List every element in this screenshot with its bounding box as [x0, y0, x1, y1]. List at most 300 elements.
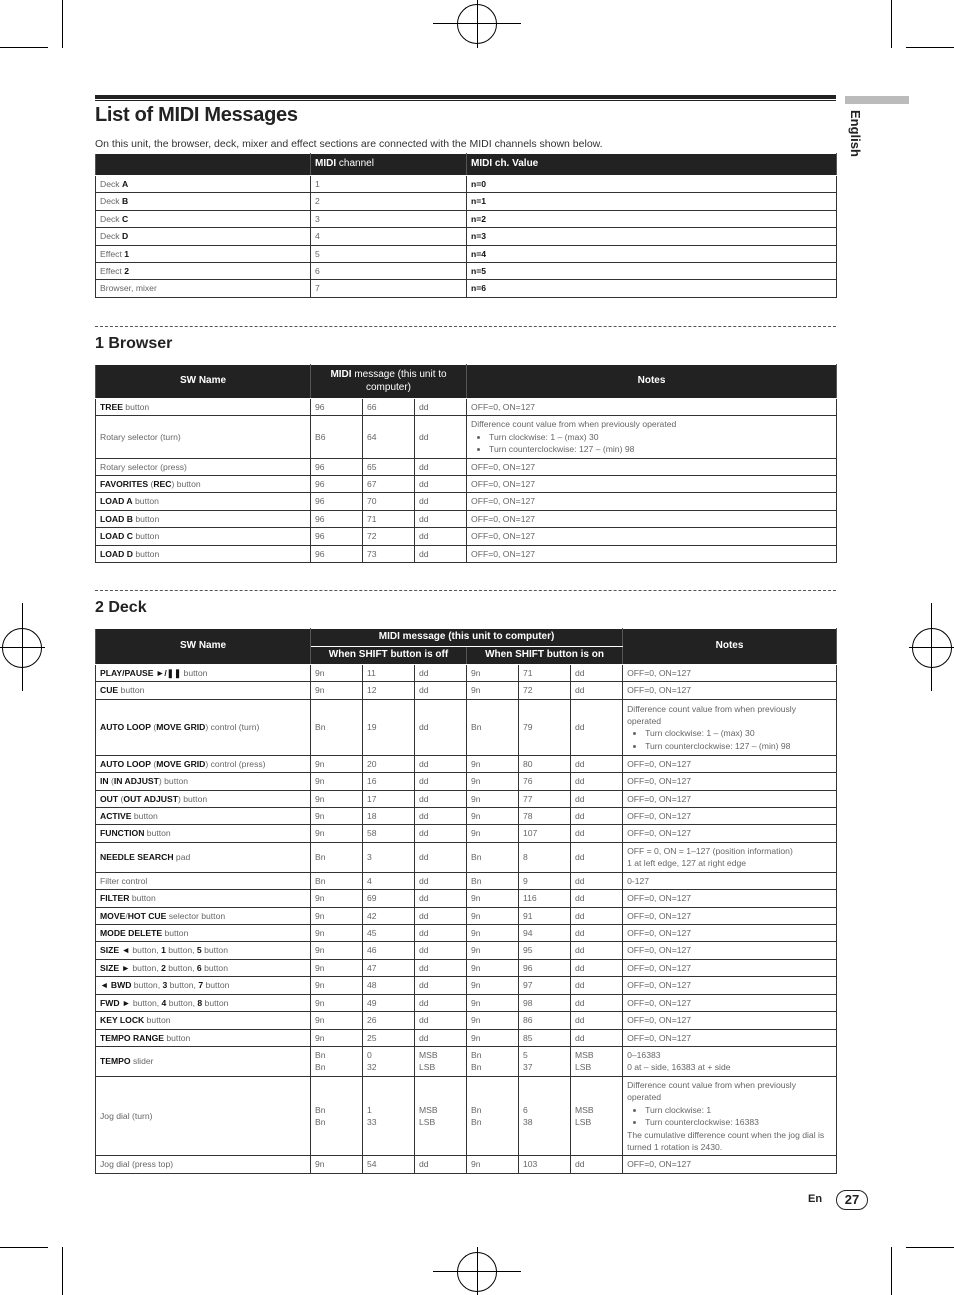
sw-name-cell: ACTIVE button	[96, 808, 311, 825]
channel-value: n=0	[467, 176, 837, 193]
deck-midi-table	[95, 628, 837, 1174]
data-off: 46	[363, 942, 415, 959]
sw-name-cell: ◄ BWD button, 3 button, 7 button	[96, 977, 311, 994]
channel-row	[96, 176, 837, 193]
data-off: 48	[363, 977, 415, 994]
status-on: Bn	[467, 699, 519, 755]
value-off: dd	[415, 959, 467, 976]
channel-name: Deck D	[96, 228, 311, 245]
data-on: 9	[519, 872, 571, 889]
table-row	[96, 959, 837, 976]
deck-header-shift-off: When SHIFT button is off	[311, 647, 467, 665]
sw-name-cell: AUTO LOOP (MOVE GRID) control (turn)	[96, 699, 311, 755]
data-on: 103	[519, 1156, 571, 1173]
channel-value: n=1	[467, 193, 837, 210]
status-on: 9n	[467, 959, 519, 976]
notes-cell: OFF=0, ON=127	[623, 890, 837, 907]
data-on: 95	[519, 942, 571, 959]
crop-mark	[477, 0, 478, 48]
value-off: dd	[415, 1156, 467, 1173]
sw-name-cell: Jog dial (turn)	[96, 1076, 311, 1155]
table-row	[96, 665, 837, 682]
status-off: 9n	[311, 977, 363, 994]
notes-cell: OFF=0, ON=127	[623, 1012, 837, 1029]
channel-row	[96, 193, 837, 210]
status-off: Bn	[311, 842, 363, 872]
notes-cell: OFF=0, ON=127	[467, 458, 837, 475]
language-tab-bar	[845, 96, 909, 104]
status-off: 9n	[311, 665, 363, 682]
notes-cell: OFF=0, ON=127	[623, 994, 837, 1011]
data-off: 19	[363, 699, 415, 755]
table-row	[96, 399, 837, 416]
notes-cell: OFF=0, ON=127	[623, 755, 837, 772]
channel-row	[96, 262, 837, 279]
table-row	[96, 890, 837, 907]
notes-cell: OFF=0, ON=127	[623, 925, 837, 942]
notes-cell: Difference count value from when previously operated • Turn clockwise: 1 – (max) 30 • Turn counterclockwise: 127 – (min) 98	[623, 699, 837, 755]
status-byte: 96	[311, 493, 363, 510]
status-byte: 96	[311, 476, 363, 493]
channel-name: Browser, mixer	[96, 280, 311, 297]
value-off: dd	[415, 925, 467, 942]
value-on: MSB LSB	[571, 1046, 623, 1076]
table-row	[96, 1012, 837, 1029]
notes-cell: OFF=0, ON=127	[467, 399, 837, 416]
data-on: 86	[519, 1012, 571, 1029]
value-off: dd	[415, 977, 467, 994]
data-on: 85	[519, 1029, 571, 1046]
notes-cell: OFF = 0, ON = 1–127 (position information) 1 at left edge, 127 at right edge	[623, 842, 837, 872]
footer-language: En	[808, 1193, 823, 1205]
data-on: 96	[519, 959, 571, 976]
registration-mark	[912, 628, 952, 668]
channel-name: Deck B	[96, 193, 311, 210]
notes-bullet: • Turn counterclockwise: 16383	[645, 1116, 832, 1128]
value-on: dd	[571, 959, 623, 976]
value-off: dd	[415, 1012, 467, 1029]
data-byte: 73	[363, 545, 415, 562]
status-on: 9n	[467, 682, 519, 699]
notes-bullet: • Turn counterclockwise: 127 – (min) 98	[489, 443, 832, 455]
deck-header-sw: SW Name	[96, 629, 311, 665]
table-row	[96, 416, 837, 458]
status-on: 9n	[467, 790, 519, 807]
crop-mark	[477, 1247, 478, 1295]
table-row	[96, 942, 837, 959]
data-off: 58	[363, 825, 415, 842]
status-off: 9n	[311, 773, 363, 790]
table-row	[96, 458, 837, 475]
table-row	[96, 872, 837, 889]
data-byte: 71	[363, 510, 415, 527]
status-off: 9n	[311, 755, 363, 772]
value-on: dd	[571, 890, 623, 907]
crop-mark	[906, 1247, 954, 1248]
table-row	[96, 842, 837, 872]
data-on: 79	[519, 699, 571, 755]
data-on: 6 38	[519, 1076, 571, 1155]
crop-mark	[62, 0, 63, 48]
data-off: 12	[363, 682, 415, 699]
table-row	[96, 925, 837, 942]
value-on: dd	[571, 994, 623, 1011]
status-off: 9n	[311, 825, 363, 842]
status-off: 9n	[311, 994, 363, 1011]
table-row	[96, 510, 837, 527]
value-on: dd	[571, 790, 623, 807]
channel-number: 2	[311, 193, 467, 210]
data-off: 20	[363, 755, 415, 772]
data-off: 45	[363, 925, 415, 942]
notes-bullet: • Turn counterclockwise: 127 – (min) 98	[645, 740, 832, 752]
data-off: 4	[363, 872, 415, 889]
value-on: dd	[571, 842, 623, 872]
notes-cell: OFF=0, ON=127	[467, 545, 837, 562]
status-off: 9n	[311, 1156, 363, 1173]
value-on: dd	[571, 977, 623, 994]
data-off: 11	[363, 665, 415, 682]
value-off: dd	[415, 872, 467, 889]
sw-name-cell: Filter control	[96, 872, 311, 889]
data-on: 80	[519, 755, 571, 772]
status-off: 9n	[311, 959, 363, 976]
value-byte: dd	[415, 493, 467, 510]
value-off: dd	[415, 682, 467, 699]
channel-number: 4	[311, 228, 467, 245]
status-on: 9n	[467, 907, 519, 924]
sw-name-cell: CUE button	[96, 682, 311, 699]
data-off: 3	[363, 842, 415, 872]
value-off: dd	[415, 825, 467, 842]
sw-name-cell: TREE button	[96, 399, 311, 416]
sw-name-cell: MODE DELETE button	[96, 925, 311, 942]
status-on: Bn	[467, 842, 519, 872]
status-off: 9n	[311, 942, 363, 959]
browser-header-sw: SW Name	[96, 365, 311, 399]
sw-name-cell: TEMPO RANGE button	[96, 1029, 311, 1046]
notes-cell: 0-127	[623, 872, 837, 889]
status-on: 9n	[467, 1156, 519, 1173]
value-on: dd	[571, 808, 623, 825]
value-off: dd	[415, 1029, 467, 1046]
status-on: 9n	[467, 808, 519, 825]
status-byte: 96	[311, 545, 363, 562]
sw-name-cell: Jog dial (press top)	[96, 1156, 311, 1173]
notes-cell: OFF=0, ON=127	[467, 476, 837, 493]
value-byte: dd	[415, 545, 467, 562]
data-off: 1 33	[363, 1076, 415, 1155]
data-on: 5 37	[519, 1046, 571, 1076]
value-on: dd	[571, 825, 623, 842]
crop-mark	[931, 603, 932, 691]
value-byte: dd	[415, 416, 467, 458]
value-on: dd	[571, 1156, 623, 1173]
data-off: 0 32	[363, 1046, 415, 1076]
crop-mark	[891, 1247, 892, 1295]
value-byte: dd	[415, 399, 467, 416]
sw-name-cell: FAVORITES (REC) button	[96, 476, 311, 493]
notes-cell: OFF=0, ON=127	[623, 1029, 837, 1046]
status-byte: B6	[311, 416, 363, 458]
notes-cell: OFF=0, ON=127	[623, 665, 837, 682]
notes-cell: OFF=0, ON=127	[623, 959, 837, 976]
notes-cell: OFF=0, ON=127	[623, 942, 837, 959]
data-on: 76	[519, 773, 571, 790]
data-on: 97	[519, 977, 571, 994]
value-off: dd	[415, 907, 467, 924]
value-on: MSB LSB	[571, 1076, 623, 1155]
data-off: 54	[363, 1156, 415, 1173]
page-title: List of MIDI Messages	[95, 104, 298, 126]
deck-header-shift-on: When SHIFT button is on	[467, 647, 623, 665]
channel-name: Effect 2	[96, 262, 311, 279]
deck-header-notes: Notes	[623, 629, 837, 665]
table-row	[96, 476, 837, 493]
sw-name-cell: AUTO LOOP (MOVE GRID) control (press)	[96, 755, 311, 772]
data-byte: 67	[363, 476, 415, 493]
status-on: 9n	[467, 755, 519, 772]
table-row	[96, 545, 837, 562]
sw-name-cell: KEY LOCK button	[96, 1012, 311, 1029]
channel-number: 5	[311, 245, 467, 262]
channel-row	[96, 228, 837, 245]
status-off: 9n	[311, 808, 363, 825]
sw-name-cell: TEMPO slider	[96, 1046, 311, 1076]
value-on: dd	[571, 665, 623, 682]
table-row	[96, 773, 837, 790]
sw-name-cell: OUT (OUT ADJUST) button	[96, 790, 311, 807]
notes-cell: Difference count value from when previously operated • Turn clockwise: 1 – (max) 30 • Turn counterclockwise: 127 – (min) 98	[467, 416, 837, 458]
status-on: 9n	[467, 1012, 519, 1029]
value-on: dd	[571, 755, 623, 772]
value-off: dd	[415, 890, 467, 907]
value-off: dd	[415, 808, 467, 825]
sw-name-cell: NEEDLE SEARCH pad	[96, 842, 311, 872]
table-row	[96, 907, 837, 924]
value-byte: dd	[415, 510, 467, 527]
value-off: dd	[415, 790, 467, 807]
value-off: dd	[415, 665, 467, 682]
status-on: 9n	[467, 1029, 519, 1046]
status-off: Bn Bn	[311, 1076, 363, 1155]
data-byte: 66	[363, 399, 415, 416]
data-off: 18	[363, 808, 415, 825]
sw-name-cell: SIZE ► button, 2 button, 6 button	[96, 959, 311, 976]
sw-name-cell: LOAD D button	[96, 545, 311, 562]
header-rule	[95, 95, 836, 99]
sw-name-cell: FILTER button	[96, 890, 311, 907]
sw-name-cell: LOAD B button	[96, 510, 311, 527]
data-byte: 72	[363, 528, 415, 545]
table-row	[96, 1046, 837, 1076]
data-on: 77	[519, 790, 571, 807]
value-on: dd	[571, 907, 623, 924]
channel-number: 1	[311, 176, 467, 193]
value-off: dd	[415, 842, 467, 872]
channel-value: n=4	[467, 245, 837, 262]
crop-mark	[0, 1247, 48, 1248]
value-off: dd	[415, 994, 467, 1011]
data-on: 78	[519, 808, 571, 825]
status-off: 9n	[311, 907, 363, 924]
notes-bullet: • Turn clockwise: 1 – (max) 30	[489, 431, 832, 443]
crop-mark	[0, 47, 48, 48]
status-off: 9n	[311, 890, 363, 907]
status-on: 9n	[467, 773, 519, 790]
status-on: 9n	[467, 942, 519, 959]
value-byte: dd	[415, 458, 467, 475]
status-on: Bn Bn	[467, 1046, 519, 1076]
data-on: 94	[519, 925, 571, 942]
data-byte: 64	[363, 416, 415, 458]
status-on: 9n	[467, 925, 519, 942]
data-byte: 65	[363, 458, 415, 475]
channel-number: 6	[311, 262, 467, 279]
value-byte: dd	[415, 476, 467, 493]
table-row	[96, 1156, 837, 1173]
table-row	[96, 1076, 837, 1155]
language-tab: English	[848, 110, 863, 157]
status-off: Bn Bn	[311, 1046, 363, 1076]
crop-mark	[891, 0, 892, 48]
table-row	[96, 994, 837, 1011]
notes-cell: 0–16383 0 at – side, 16383 at + side	[623, 1046, 837, 1076]
notes-cell: Difference count value from when previously operated • Turn clockwise: 1 • Turn counterclockwise: 16383 The cumulative difference count when the jog dial is turned 1 rotation is 2430.	[623, 1076, 837, 1155]
sw-name-cell: IN (IN ADJUST) button	[96, 773, 311, 790]
value-on: dd	[571, 942, 623, 959]
header-rule	[95, 100, 836, 101]
data-off: 16	[363, 773, 415, 790]
notes-cell: OFF=0, ON=127	[623, 825, 837, 842]
notes-cell: OFF=0, ON=127	[623, 790, 837, 807]
channel-name: Effect 1	[96, 245, 311, 262]
crop-mark	[22, 603, 23, 691]
notes-cell: OFF=0, ON=127	[623, 773, 837, 790]
value-off: dd	[415, 942, 467, 959]
data-off: 42	[363, 907, 415, 924]
channel-row	[96, 280, 837, 297]
sw-name-cell: Rotary selector (press)	[96, 458, 311, 475]
data-on: 98	[519, 994, 571, 1011]
value-on: dd	[571, 699, 623, 755]
data-on: 107	[519, 825, 571, 842]
data-byte: 70	[363, 493, 415, 510]
sw-name-cell: SIZE ◄ button, 1 button, 5 button	[96, 942, 311, 959]
notes-cell: OFF=0, ON=127	[623, 808, 837, 825]
data-on: 8	[519, 842, 571, 872]
table-row	[96, 825, 837, 842]
notes-cell: OFF=0, ON=127	[623, 1156, 837, 1173]
midi-channel-table	[95, 153, 837, 298]
sw-name-cell: PLAY/PAUSE ►/❚❚ button	[96, 665, 311, 682]
table-row	[96, 699, 837, 755]
notes-bullet: • Turn clockwise: 1	[645, 1104, 832, 1116]
notes-cell: OFF=0, ON=127	[467, 528, 837, 545]
crop-mark	[906, 47, 954, 48]
data-off: 69	[363, 890, 415, 907]
status-off: 9n	[311, 1029, 363, 1046]
channel-number: 7	[311, 280, 467, 297]
data-off: 49	[363, 994, 415, 1011]
table-row	[96, 493, 837, 510]
data-on: 71	[519, 665, 571, 682]
intro-text: On this unit, the browser, deck, mixer and effect sections are connected with the MIDI channels shown below.	[95, 138, 603, 150]
value-on: dd	[571, 1012, 623, 1029]
section-divider	[95, 326, 836, 327]
data-off: 17	[363, 790, 415, 807]
value-on: dd	[571, 925, 623, 942]
notes-cell: OFF=0, ON=127	[467, 493, 837, 510]
value-on: dd	[571, 872, 623, 889]
notes-bullet: • Turn clockwise: 1 – (max) 30	[645, 727, 832, 739]
sw-name-cell: FWD ► button, 4 button, 8 button	[96, 994, 311, 1011]
channel-value: n=2	[467, 210, 837, 227]
crop-mark	[62, 1247, 63, 1295]
value-off: MSB LSB	[415, 1046, 467, 1076]
status-on: 9n	[467, 665, 519, 682]
channel-value: n=5	[467, 262, 837, 279]
data-off: 47	[363, 959, 415, 976]
status-off: 9n	[311, 790, 363, 807]
data-off: 25	[363, 1029, 415, 1046]
status-off: 9n	[311, 682, 363, 699]
value-off: dd	[415, 773, 467, 790]
table-row	[96, 682, 837, 699]
data-on: 72	[519, 682, 571, 699]
sw-name-cell: MOVE/HOT CUE selector button	[96, 907, 311, 924]
table-row	[96, 1029, 837, 1046]
data-on: 91	[519, 907, 571, 924]
value-on: dd	[571, 773, 623, 790]
deck-header-message: MIDI message (this unit to computer)	[311, 629, 623, 647]
notes-cell: OFF=0, ON=127	[467, 510, 837, 527]
value-off: dd	[415, 699, 467, 755]
table-row	[96, 808, 837, 825]
status-on: 9n	[467, 825, 519, 842]
data-off: 26	[363, 1012, 415, 1029]
value-on: dd	[571, 1029, 623, 1046]
notes-cell: OFF=0, ON=127	[623, 907, 837, 924]
notes-cell: OFF=0, ON=127	[623, 977, 837, 994]
status-off: 9n	[311, 1012, 363, 1029]
status-byte: 96	[311, 528, 363, 545]
status-on: Bn Bn	[467, 1076, 519, 1155]
channel-name: Deck C	[96, 210, 311, 227]
page-number: 27	[836, 1190, 868, 1210]
sw-name-cell: LOAD A button	[96, 493, 311, 510]
value-off: dd	[415, 755, 467, 772]
sw-name-cell: LOAD C button	[96, 528, 311, 545]
status-on: Bn	[467, 872, 519, 889]
channel-row	[96, 245, 837, 262]
status-off: Bn	[311, 699, 363, 755]
sw-name-cell: FUNCTION button	[96, 825, 311, 842]
status-byte: 96	[311, 510, 363, 527]
status-on: 9n	[467, 994, 519, 1011]
channel-number: 3	[311, 210, 467, 227]
section-heading-deck: 2 Deck	[95, 599, 147, 616]
table-row	[96, 977, 837, 994]
section-divider	[95, 590, 836, 591]
status-byte: 96	[311, 399, 363, 416]
browser-header-message: MIDI message (this unit to computer)	[311, 365, 467, 399]
channel-row	[96, 210, 837, 227]
value-byte: dd	[415, 528, 467, 545]
value-off: MSB LSB	[415, 1076, 467, 1155]
channel-header-blank	[96, 154, 311, 176]
status-on: 9n	[467, 890, 519, 907]
